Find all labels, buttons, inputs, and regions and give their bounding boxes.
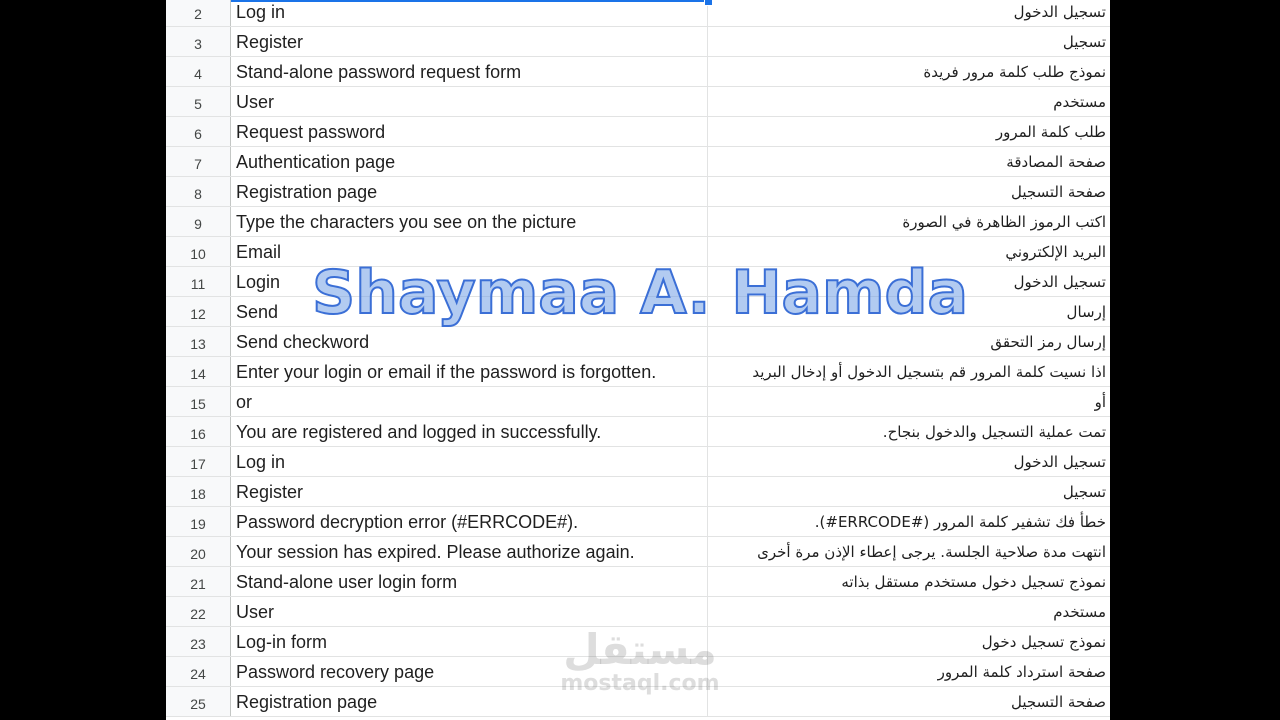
table-row [166,357,1110,387]
cell-english[interactable]: Your session has expired. Please authorize again. [231,537,708,566]
selection-border [231,0,708,2]
cell-english[interactable]: Register [231,477,708,506]
cell-arabic[interactable]: تسجيل الدخول [1013,453,1106,471]
mostaql-watermark [560,625,720,696]
cell-arabic[interactable]: نموذج طلب كلمة مرور فريدة [923,63,1106,81]
cell-english[interactable]: Password decryption error (#ERRCODE#). [231,507,708,536]
row-number[interactable]: 22 [166,597,231,626]
table-row [166,147,1110,177]
cell-arabic[interactable]: اكتب الرموز الظاهرة في الصورة [902,213,1106,231]
row-number[interactable]: 12 [166,297,231,326]
table-row [166,117,1110,147]
row-number[interactable]: 13 [166,327,231,356]
cell-arabic[interactable]: تسجيل الدخول [1013,3,1106,21]
row-number[interactable]: 21 [166,567,231,596]
row-number[interactable]: 11 [166,267,231,296]
row-number[interactable]: 5 [166,87,231,116]
cell-english[interactable]: Stand-alone password request form [231,57,708,86]
spreadsheet-grid [166,0,1110,717]
table-row [166,57,1110,87]
cell-english[interactable]: Register [231,27,708,56]
cell-arabic[interactable]: أو [1094,393,1106,411]
table-row [166,567,1110,597]
cell-arabic[interactable]: صفحة التسجيل [1010,183,1106,201]
cell-english[interactable]: Password recovery page [231,657,708,686]
table-row [166,387,1110,417]
row-number[interactable]: 15 [166,387,231,416]
row-number[interactable]: 19 [166,507,231,536]
table-row [166,537,1110,567]
row-number[interactable]: 8 [166,177,231,206]
table-row [166,0,1110,27]
cell-english[interactable]: Log in [231,0,708,26]
cell-english[interactable]: Type the characters you see on the picture [231,207,708,236]
row-number[interactable]: 23 [166,627,231,656]
cell-arabic[interactable]: مستخدم [1053,93,1106,111]
table-row [166,177,1110,207]
cell-english[interactable]: or [231,387,708,416]
spreadsheet [166,0,1110,720]
cell-english[interactable]: Send checkword [231,327,708,356]
cell-english[interactable]: User [231,597,708,626]
row-number[interactable]: 20 [166,537,231,566]
cell-arabic[interactable]: إرسال [1066,303,1106,321]
cell-arabic[interactable]: مستخدم [1053,603,1106,621]
cell-arabic[interactable]: تسجيل [1062,483,1106,501]
cell-english[interactable]: Registration page [231,177,708,206]
cell-english[interactable]: Request password [231,117,708,146]
row-number[interactable]: 24 [166,657,231,686]
watermark-domain: mostaql.com [560,671,720,696]
cell-arabic[interactable]: انتهت مدة صلاحية الجلسة. يرجى إعطاء الإذن مرة أخرى [757,543,1106,561]
cell-english[interactable]: User [231,87,708,116]
cell-english[interactable]: Send [231,297,708,326]
table-row [166,417,1110,447]
row-number[interactable]: 3 [166,27,231,56]
cell-english[interactable]: Email [231,237,708,266]
cell-arabic[interactable]: صفحة المصادقة [1006,153,1106,171]
row-number[interactable]: 6 [166,117,231,146]
table-row [166,597,1110,627]
cell-arabic[interactable]: البريد الإلكتروني [1005,243,1106,261]
cell-arabic[interactable]: تسجيل [1062,33,1106,51]
cell-arabic[interactable]: اذا نسيت كلمة المرور قم بتسجيل الدخول أو إدخال البريد [752,363,1106,381]
table-row [166,507,1110,537]
row-number[interactable]: 10 [166,237,231,266]
cell-arabic[interactable]: إرسال رمز التحقق [990,333,1106,351]
cell-english[interactable]: Log in [231,447,708,476]
table-row [166,447,1110,477]
cell-arabic[interactable]: نموذج تسجيل دخول [981,633,1106,651]
row-number[interactable]: 17 [166,447,231,476]
watermark-arabic: مستقل [563,625,717,674]
cell-arabic[interactable]: تمت عملية التسجيل والدخول بنجاح. [882,423,1106,441]
table-row [166,27,1110,57]
cell-english[interactable]: Log-in form [231,627,708,656]
cell-arabic[interactable]: صفحة التسجيل [1010,693,1106,711]
cell-english[interactable]: Enter your login or email if the password is forgotten. [231,357,708,386]
row-number[interactable]: 14 [166,357,231,386]
row-number[interactable]: 25 [166,687,231,716]
selection-fill-handle[interactable] [704,0,713,6]
author-name-overlay: Shaymaa A. Hamda [312,258,968,328]
row-number[interactable]: 18 [166,477,231,506]
table-row [166,327,1110,357]
cell-arabic[interactable]: نموذج تسجيل دخول مستخدم مستقل بذاته [841,573,1106,591]
cell-english[interactable]: You are registered and logged in successfully. [231,417,708,446]
cell-arabic[interactable]: طلب كلمة المرور [995,123,1106,141]
row-number[interactable]: 2 [166,0,231,26]
table-row [166,87,1110,117]
cell-arabic[interactable]: تسجيل الدخول [1013,273,1106,291]
table-row [166,207,1110,237]
row-number[interactable]: 9 [166,207,231,236]
cell-english[interactable]: Authentication page [231,147,708,176]
table-row [166,477,1110,507]
cell-english[interactable]: Login [231,267,708,296]
cell-english[interactable]: Stand-alone user login form [231,567,708,596]
cell-arabic[interactable]: صفحة استرداد كلمة المرور [937,663,1106,681]
cell-arabic[interactable]: خطأ فك تشفير كلمة المرور (#ERRCODE#). [814,513,1106,531]
row-number[interactable]: 7 [166,147,231,176]
cell-english[interactable]: Registration page [231,687,708,716]
row-number[interactable]: 4 [166,57,231,86]
row-number[interactable]: 16 [166,417,231,446]
